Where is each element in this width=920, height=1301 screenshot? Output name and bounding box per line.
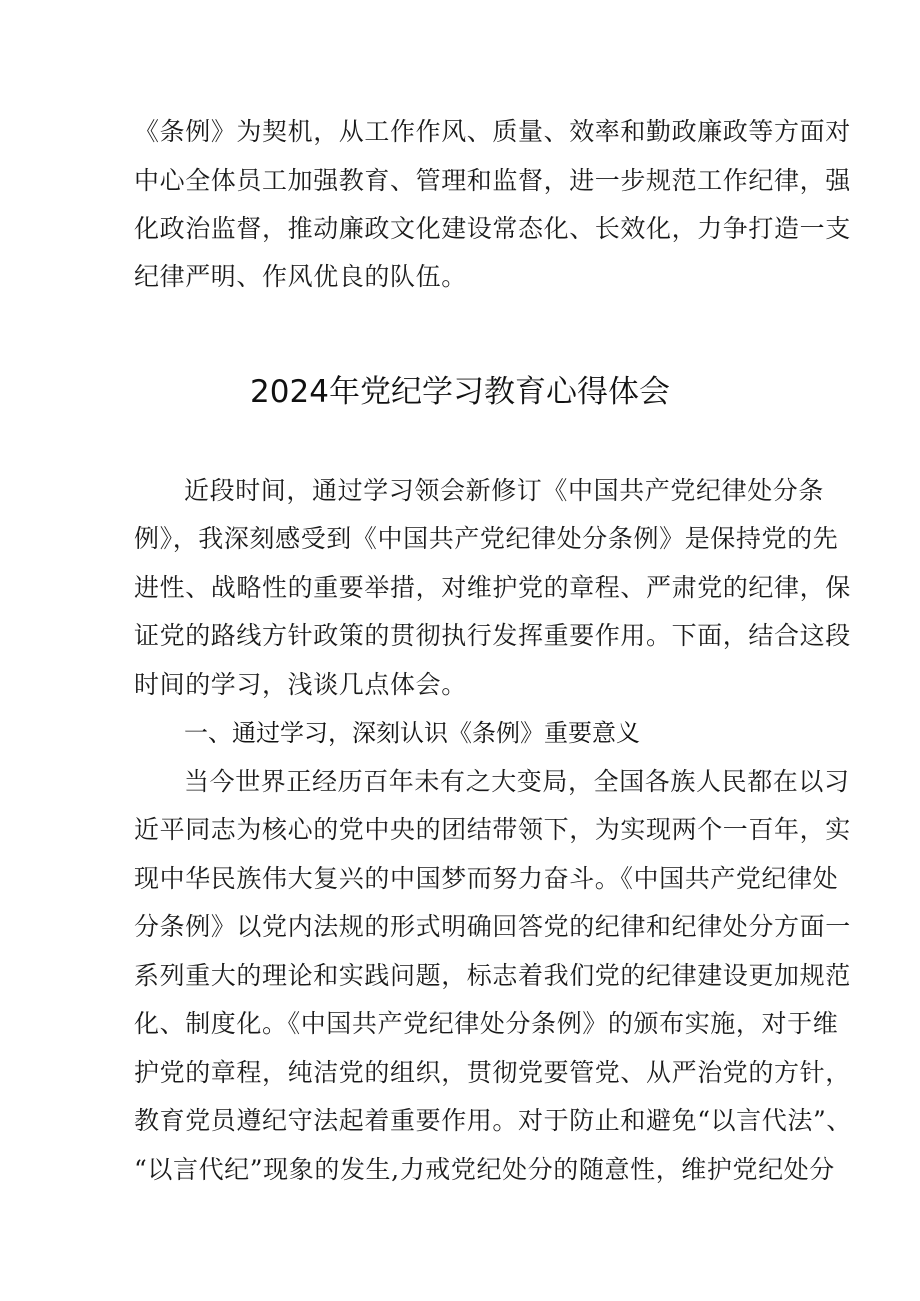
paragraph-line: 化政治监督，推动廉政文化建设常态化、长效化，力争打造一支 — [134, 214, 851, 243]
paragraph-line: 近平同志为核心的党中央的团结带领下，为实现两个一百年，实 — [134, 815, 851, 844]
paragraph-line: 近段时间，通过学习领会新修订《中国共产党纪律处分条 — [184, 476, 825, 505]
paragraph-line: 纪律严明、作风优良的队伍。 — [134, 262, 467, 291]
paragraph-line: 化、制度化。《中国共产党纪律处分条例》的颁布实施，对于维 — [134, 1009, 839, 1038]
paragraph-line: 教育党员遵纪守法起着重要作用。对于防止和避免“以言代法”、 — [134, 1106, 852, 1135]
section-heading: 一、通过学习，深刻认识《条例》重要意义 — [184, 719, 640, 747]
paragraph-line: “以言代纪”现象的发生,力戒党纪处分的随意性，维护党纪处分 — [134, 1155, 835, 1184]
paragraph-line: 时间的学习，浅谈几点体会。 — [134, 670, 467, 699]
paragraph-line: 当今世界正经历百年未有之大变局，全国各族人民都在以习 — [184, 767, 850, 796]
paragraph-line: 证党的路线方针政策的贯彻执行发挥重要作用。下面，结合这段 — [134, 621, 851, 650]
document-title: 2024年党纪学习教育心得体会 — [250, 374, 670, 410]
paragraph-line: 护党的章程，纯洁党的组织，贯彻党要管党、从严治党的方针， — [134, 1058, 851, 1087]
paragraph-line: 《条例》为契机，从工作作风、质量、效率和勤政廉政等方面对 — [134, 117, 851, 146]
paragraph-line: 中心全体员工加强教育、管理和监督，进一步规范工作纪律，强 — [134, 166, 851, 195]
paragraph-line: 进性、战略性的重要举措，对维护党的章程、严肃党的纪律，保 — [134, 573, 851, 602]
paragraph-line: 现中华民族伟大复兴的中国梦而努力奋斗。《中国共产党纪律处 — [134, 864, 839, 893]
paragraph-line: 例》，我深刻感受到《中国共产党纪律处分条例》是保持党的先 — [134, 524, 839, 553]
paragraph-line: 分条例》以党内法规的形式明确回答党的纪律和纪律处分方面一 — [134, 912, 851, 941]
paragraph-line: 系列重大的理论和实践问题，标志着我们党的纪律建设更加规范 — [134, 961, 851, 990]
